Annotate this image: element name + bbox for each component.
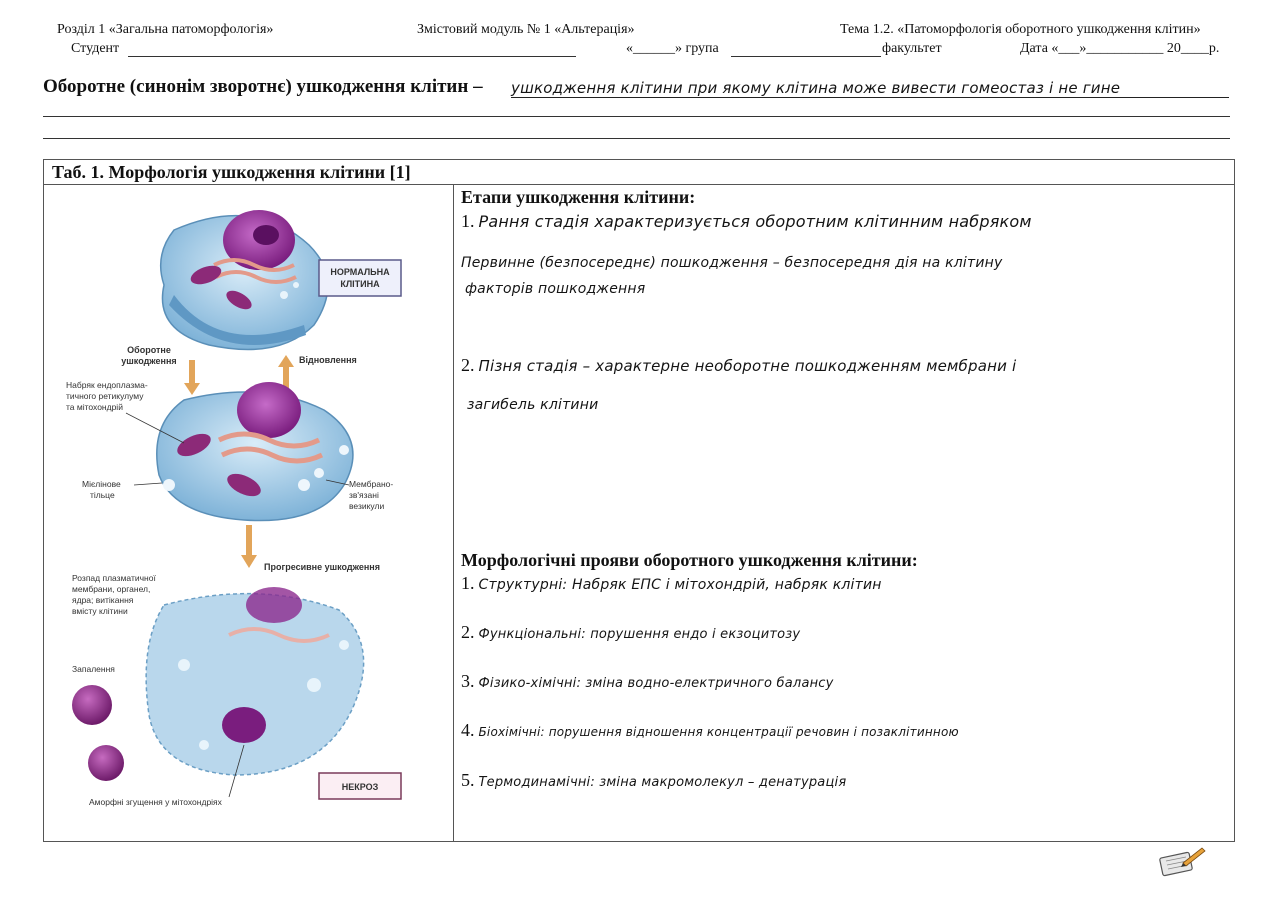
date-label: Дата «___»___________ 20____р. <box>1020 41 1220 56</box>
manifestation-text: Структурні: Набряк ЕПС і мітохондрій, набряк клітин <box>478 577 882 593</box>
manifestation-item <box>461 720 959 741</box>
normal-cell-label-box <box>319 260 401 296</box>
manifestation-item <box>461 622 800 643</box>
stage-1-line: факторів пошкодження <box>465 281 646 297</box>
progressive-arrow-head <box>241 555 257 568</box>
text-cell <box>461 185 1228 841</box>
morphology-table <box>43 159 1235 842</box>
definition-answer: ушкодження клітини при якому клітина може вивести гомеостаз і не гине <box>511 79 1229 98</box>
definition-row <box>43 76 1230 98</box>
stages-title: Етапи ушкодження клітини: <box>461 187 696 207</box>
manifestation-text: Фізико-хімічні: зміна водно-електричного балансу <box>478 676 834 691</box>
recovery-arrow-head <box>278 355 294 367</box>
manifestation-number: 5. <box>461 770 475 790</box>
manifestation-text: Функціональні: порушення ендо і екзоцитозу <box>478 627 801 642</box>
breakdown-label: Розпад плазматичної <box>72 573 156 583</box>
myelin-label: Мієлінове <box>82 479 121 489</box>
notebook-pencil-icon <box>1158 845 1206 877</box>
vesicles-label: Мембрано- <box>349 479 394 489</box>
reversible-arrow-head <box>184 383 200 395</box>
manifestation-item <box>461 671 834 692</box>
progressive-label: Прогресивне ушкодження <box>264 562 380 572</box>
breakdown-label: ядра; витікання <box>72 595 134 605</box>
inflammatory-cell <box>72 685 112 725</box>
group-line <box>731 56 881 57</box>
answer-line <box>43 138 1230 139</box>
normal-cell-label: НОРМАЛЬНА <box>330 267 390 277</box>
reversible-label: ушкодження <box>121 356 177 366</box>
stage-number: 1. <box>461 211 475 231</box>
group-label: «______» група <box>626 41 719 56</box>
vesicles-label: везикули <box>349 501 385 511</box>
er-swelling-label: Набряк ендоплазма- <box>66 380 148 390</box>
figure-cell <box>44 185 454 841</box>
manifestations-title: Морфологічні прояви оборотного ушкодження клітини: <box>461 550 918 570</box>
stage-text: Пізня стадія – характерне необоротне пошкодженням мембрани і <box>478 357 1017 375</box>
inflammatory-cell <box>88 745 124 781</box>
header-topic: Тема 1.2. «Патоморфологія оборотного ушкодження клітин» <box>840 22 1201 37</box>
breakdown-label: мембрани, органел, <box>72 584 151 594</box>
manifestation-item <box>461 573 882 594</box>
inflammation-label: Запалення <box>72 664 115 674</box>
student-name-line <box>128 56 576 57</box>
necrosis-label: НЕКРОЗ <box>341 782 379 792</box>
stage-2-line: загибель клітини <box>467 397 599 413</box>
header-section: Розділ 1 «Загальна патоморфологія» <box>57 22 274 37</box>
amorphous-label: Аморфні згущення у мітохондріях <box>89 797 222 807</box>
manifestation-text: Біохімічні: порушення відношення концентрації речовин і позаклітинною <box>478 725 959 739</box>
manifestation-text: Термодинамічні: зміна макромолекул – денатурація <box>478 775 847 790</box>
myelin-label: тільце <box>90 490 115 500</box>
manifestation-number: 4. <box>461 720 475 740</box>
answer-line <box>43 116 1230 117</box>
stage-text: Рання стадія характеризується оборотним клітинним набряком <box>478 212 1032 231</box>
stage-1 <box>461 211 1032 232</box>
manifestation-number: 2. <box>461 622 475 642</box>
swollen-cell-illustration <box>157 382 353 521</box>
manifestation-number: 1. <box>461 573 475 593</box>
header-module: Змістовий модуль № 1 «Альтерація» <box>417 22 635 37</box>
stage-2 <box>461 355 1016 376</box>
student-label: Студент <box>71 41 120 56</box>
stage-1-line: Первинне (безпосереднє) пошкодження – безпосередня дія на клітину <box>461 255 1003 271</box>
recovery-label: Відновлення <box>299 355 357 365</box>
er-swelling-label: та мітохондрій <box>66 402 123 412</box>
faculty-label: факультет <box>882 41 942 56</box>
breakdown-label: вмісту клітини <box>72 606 128 616</box>
definition-label: Оборотне (синонім зворотнє) ушкодження клітин – <box>43 76 483 97</box>
manifestation-item <box>461 770 846 791</box>
table-caption: Таб. 1. Морфологія ушкодження клітини [1] <box>44 160 1234 185</box>
cell-injury-figure <box>44 185 453 842</box>
manifestation-number: 3. <box>461 671 475 691</box>
stage-number: 2. <box>461 355 475 375</box>
necrotic-cell-illustration <box>146 587 363 775</box>
er-swelling-label: тичного ретикулуму <box>66 391 144 401</box>
normal-cell-label: КЛІТИНА <box>340 279 380 289</box>
normal-cell-illustration <box>161 210 328 350</box>
vesicles-label: зв'язані <box>349 490 379 500</box>
reversible-label: Оборотне <box>127 345 171 355</box>
